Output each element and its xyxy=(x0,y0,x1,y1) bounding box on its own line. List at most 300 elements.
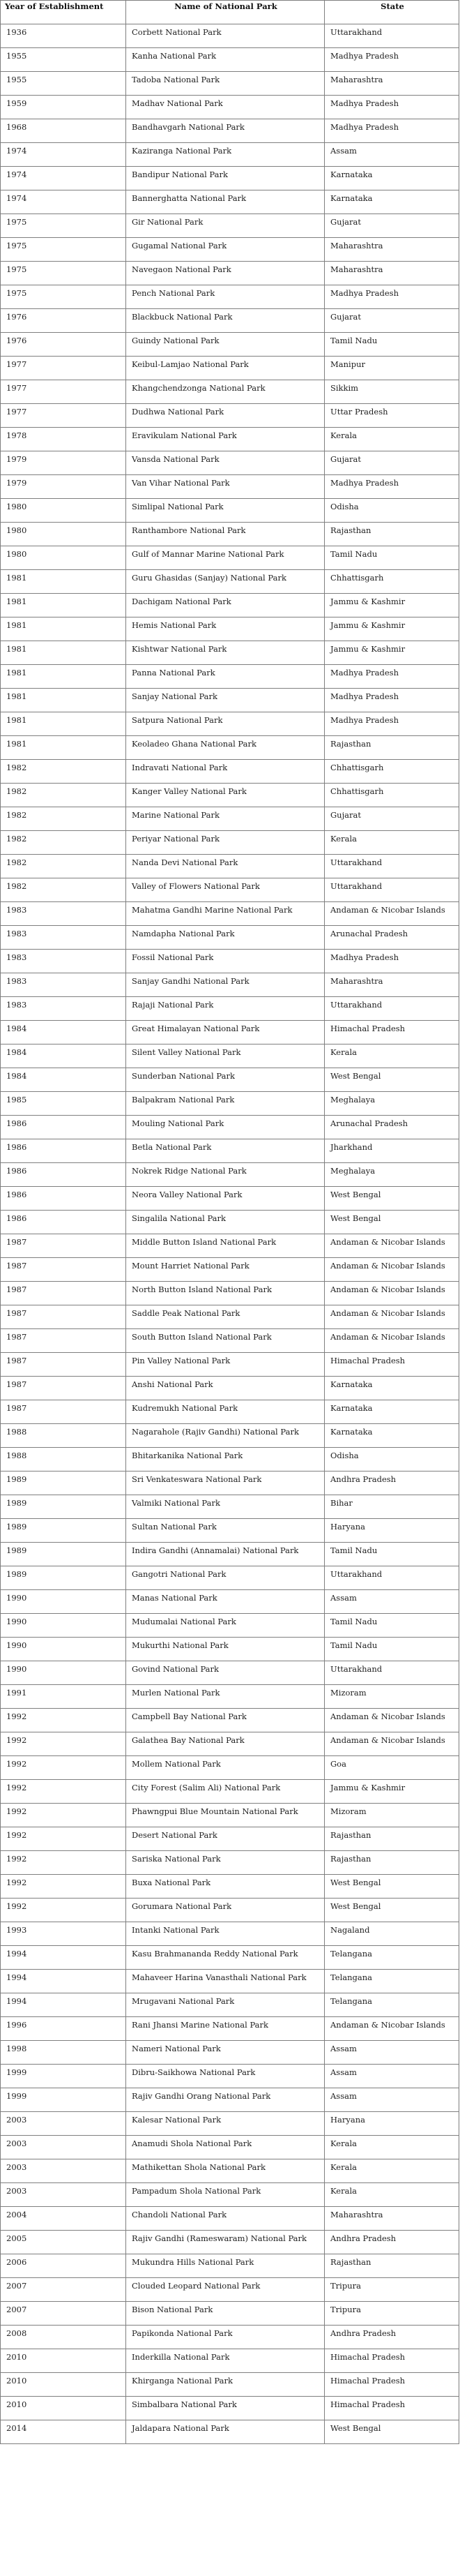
cell-state: Jharkhand xyxy=(325,1139,459,1163)
cell-state: Gujarat xyxy=(325,214,459,238)
cell-state: Telangana xyxy=(325,1946,459,1970)
cell-state: Odisha xyxy=(325,499,459,523)
table-row xyxy=(1,902,459,926)
table-row xyxy=(1,428,459,451)
table-row xyxy=(1,617,459,641)
cell-state: Himachal Pradesh xyxy=(325,1353,459,1377)
cell-park-name: Campbell Bay National Park xyxy=(126,1709,325,1732)
cell-year: 1975 xyxy=(1,262,126,285)
table-row xyxy=(1,1993,459,2017)
cell-year: 1982 xyxy=(1,760,126,784)
table-row xyxy=(1,1875,459,1899)
cell-park-name: Bison National Park xyxy=(126,2302,325,2326)
cell-state: Andaman & Nicobar Islands xyxy=(325,1258,459,1282)
cell-year: 1992 xyxy=(1,1780,126,1804)
cell-park-name: Bannerghatta National Park xyxy=(126,190,325,214)
cell-park-name: Sanjay Gandhi National Park xyxy=(126,973,325,997)
cell-state: Karnataka xyxy=(325,167,459,190)
cell-state: Assam xyxy=(325,143,459,167)
table-row xyxy=(1,119,459,143)
table-row xyxy=(1,784,459,807)
cell-year: 1990 xyxy=(1,1638,126,1661)
header-row xyxy=(1,1,459,24)
table-row xyxy=(1,1400,459,1424)
table-row xyxy=(1,1638,459,1661)
cell-year: 1986 xyxy=(1,1211,126,1234)
table-row xyxy=(1,1590,459,1614)
cell-year: 1982 xyxy=(1,878,126,902)
cell-park-name: Eravikulam National Park xyxy=(126,428,325,451)
cell-state: Andaman & Nicobar Islands xyxy=(325,1282,459,1305)
cell-year: 1976 xyxy=(1,333,126,357)
cell-year: 1959 xyxy=(1,96,126,119)
cell-state: Karnataka xyxy=(325,190,459,214)
cell-year: 1955 xyxy=(1,48,126,72)
table-row xyxy=(1,475,459,499)
cell-state: Nagaland xyxy=(325,1922,459,1946)
table-row xyxy=(1,2017,459,2041)
cell-state: Andaman & Nicobar Islands xyxy=(325,2017,459,2041)
table-row xyxy=(1,2183,459,2207)
cell-state: Kerala xyxy=(325,2183,459,2207)
cell-state: Mizoram xyxy=(325,1804,459,1827)
cell-park-name: Balpakram National Park xyxy=(126,1092,325,1116)
table-row xyxy=(1,262,459,285)
cell-park-name: Dibru-Saikhowa National Park xyxy=(126,2065,325,2088)
cell-year: 1981 xyxy=(1,617,126,641)
cell-state: Kerala xyxy=(325,2159,459,2183)
table-row xyxy=(1,1566,459,1590)
cell-year: 1992 xyxy=(1,1851,126,1875)
cell-year: 1986 xyxy=(1,1163,126,1187)
table-row xyxy=(1,2231,459,2254)
cell-park-name: Papikonda National Park xyxy=(126,2326,325,2349)
cell-state: Haryana xyxy=(325,1519,459,1543)
cell-park-name: Anamudi Shola National Park xyxy=(126,2136,325,2159)
cell-state: Gujarat xyxy=(325,309,459,333)
table-row xyxy=(1,570,459,594)
cell-year: 1988 xyxy=(1,1424,126,1448)
table-row xyxy=(1,1305,459,1329)
table-row xyxy=(1,1187,459,1211)
table-row xyxy=(1,712,459,736)
table-row xyxy=(1,1021,459,1044)
cell-state: Assam xyxy=(325,2065,459,2088)
cell-year: 2007 xyxy=(1,2278,126,2302)
cell-state: Tripura xyxy=(325,2302,459,2326)
cell-year: 1998 xyxy=(1,2041,126,2065)
cell-year: 1974 xyxy=(1,143,126,167)
cell-year: 1975 xyxy=(1,214,126,238)
cell-park-name: Govind National Park xyxy=(126,1661,325,1685)
cell-year: 1936 xyxy=(1,24,126,48)
cell-year: 1977 xyxy=(1,380,126,404)
cell-year: 1990 xyxy=(1,1661,126,1685)
table-row xyxy=(1,523,459,546)
cell-year: 1983 xyxy=(1,926,126,950)
cell-park-name: Inderkilla National Park xyxy=(126,2349,325,2373)
cell-year: 1982 xyxy=(1,784,126,807)
cell-state: Chhattisgarh xyxy=(325,570,459,594)
cell-year: 1976 xyxy=(1,309,126,333)
cell-state: Madhya Pradesh xyxy=(325,475,459,499)
table-row xyxy=(1,1709,459,1732)
cell-year: 1981 xyxy=(1,689,126,712)
cell-state: Assam xyxy=(325,1590,459,1614)
cell-state: West Bengal xyxy=(325,1875,459,1899)
cell-year: 2003 xyxy=(1,2183,126,2207)
cell-park-name: Keibul-Lamjao National Park xyxy=(126,357,325,380)
cell-state: Kerala xyxy=(325,831,459,855)
table-row xyxy=(1,1614,459,1638)
cell-park-name: Mathikettan Shola National Park xyxy=(126,2159,325,2183)
table-row xyxy=(1,143,459,167)
table-row xyxy=(1,24,459,48)
cell-year: 1986 xyxy=(1,1139,126,1163)
cell-state: Assam xyxy=(325,2088,459,2112)
cell-park-name: Van Vihar National Park xyxy=(126,475,325,499)
cell-year: 2007 xyxy=(1,2302,126,2326)
table-row xyxy=(1,1899,459,1922)
cell-state: Rajasthan xyxy=(325,1851,459,1875)
cell-state: Gujarat xyxy=(325,451,459,475)
cell-state: Jammu & Kashmir xyxy=(325,641,459,665)
cell-park-name: Kalesar National Park xyxy=(126,2112,325,2136)
cell-park-name: Panna National Park xyxy=(126,665,325,689)
table-row xyxy=(1,1495,459,1519)
table-row xyxy=(1,2136,459,2159)
table-row xyxy=(1,2278,459,2302)
cell-state: Telangana xyxy=(325,1970,459,1993)
cell-park-name: Kishtwar National Park xyxy=(126,641,325,665)
cell-park-name: Kudremukh National Park xyxy=(126,1400,325,1424)
cell-year: 1984 xyxy=(1,1021,126,1044)
cell-park-name: Mahatma Gandhi Marine National Park xyxy=(126,902,325,926)
cell-state: Madhya Pradesh xyxy=(325,665,459,689)
table-row xyxy=(1,760,459,784)
table-header xyxy=(1,1,459,24)
cell-state: Tamil Nadu xyxy=(325,546,459,570)
table-row xyxy=(1,1685,459,1709)
header-park-name: Name of National Park xyxy=(126,1,325,24)
cell-park-name: Pin Valley National Park xyxy=(126,1353,325,1377)
table-row xyxy=(1,2159,459,2183)
table-row xyxy=(1,1946,459,1970)
cell-park-name: Kaziranga National Park xyxy=(126,143,325,167)
cell-year: 1968 xyxy=(1,119,126,143)
cell-park-name: North Button Island National Park xyxy=(126,1282,325,1305)
table-row xyxy=(1,1211,459,1234)
table-row xyxy=(1,190,459,214)
cell-state: Andhra Pradesh xyxy=(325,1472,459,1495)
table-row xyxy=(1,2112,459,2136)
cell-state: Andaman & Nicobar Islands xyxy=(325,1329,459,1353)
cell-year: 1982 xyxy=(1,855,126,878)
cell-year: 1987 xyxy=(1,1234,126,1258)
cell-year: 1987 xyxy=(1,1305,126,1329)
cell-year: 1986 xyxy=(1,1187,126,1211)
cell-park-name: Pench National Park xyxy=(126,285,325,309)
cell-year: 1982 xyxy=(1,831,126,855)
table-row xyxy=(1,333,459,357)
cell-year: 2014 xyxy=(1,2420,126,2444)
table-row xyxy=(1,1661,459,1685)
cell-state: Andaman & Nicobar Islands xyxy=(325,1732,459,1756)
cell-year: 1991 xyxy=(1,1685,126,1709)
cell-year: 1989 xyxy=(1,1472,126,1495)
table-row xyxy=(1,807,459,831)
cell-state: Uttarakhand xyxy=(325,855,459,878)
cell-park-name: Pampadum Shola National Park xyxy=(126,2183,325,2207)
cell-park-name: Tadoba National Park xyxy=(126,72,325,96)
cell-park-name: Gugamal National Park xyxy=(126,238,325,262)
cell-park-name: Marine National Park xyxy=(126,807,325,831)
cell-year: 1981 xyxy=(1,641,126,665)
cell-state: Andaman & Nicobar Islands xyxy=(325,1305,459,1329)
cell-park-name: Murlen National Park xyxy=(126,1685,325,1709)
cell-state: Maharashtra xyxy=(325,2207,459,2231)
cell-year: 1992 xyxy=(1,1756,126,1780)
table-row xyxy=(1,1163,459,1187)
cell-park-name: Nokrek Ridge National Park xyxy=(126,1163,325,1187)
cell-state: Karnataka xyxy=(325,1377,459,1400)
cell-park-name: Galathea Bay National Park xyxy=(126,1732,325,1756)
cell-year: 1978 xyxy=(1,428,126,451)
cell-state: West Bengal xyxy=(325,1068,459,1092)
header-state: State xyxy=(325,1,459,24)
cell-year: 1977 xyxy=(1,404,126,428)
table-row xyxy=(1,1922,459,1946)
cell-park-name: Manas National Park xyxy=(126,1590,325,1614)
cell-year: 1992 xyxy=(1,1899,126,1922)
cell-park-name: Sultan National Park xyxy=(126,1519,325,1543)
cell-state: Madhya Pradesh xyxy=(325,950,459,973)
cell-park-name: Saddle Peak National Park xyxy=(126,1305,325,1329)
table-row xyxy=(1,2254,459,2278)
table-row xyxy=(1,1543,459,1566)
cell-park-name: Mudumalai National Park xyxy=(126,1614,325,1638)
cell-state: Maharashtra xyxy=(325,262,459,285)
cell-state: West Bengal xyxy=(325,1899,459,1922)
table-row xyxy=(1,1732,459,1756)
cell-state: Himachal Pradesh xyxy=(325,2349,459,2373)
cell-year: 1990 xyxy=(1,1590,126,1614)
cell-state: Bihar xyxy=(325,1495,459,1519)
cell-park-name: Silent Valley National Park xyxy=(126,1044,325,1068)
cell-year: 1999 xyxy=(1,2088,126,2112)
table-row xyxy=(1,1068,459,1092)
cell-state: Andaman & Nicobar Islands xyxy=(325,1709,459,1732)
table-row xyxy=(1,2088,459,2112)
cell-year: 1985 xyxy=(1,1092,126,1116)
cell-state: Arunachal Pradesh xyxy=(325,1116,459,1139)
cell-year: 1987 xyxy=(1,1282,126,1305)
table-row xyxy=(1,831,459,855)
table-row xyxy=(1,926,459,950)
table-row xyxy=(1,1116,459,1139)
cell-park-name: Mahaveer Harina Vanasthali National Park xyxy=(126,1970,325,1993)
cell-park-name: Valmiki National Park xyxy=(126,1495,325,1519)
cell-park-name: Bandipur National Park xyxy=(126,167,325,190)
cell-year: 1992 xyxy=(1,1804,126,1827)
cell-park-name: Namdapha National Park xyxy=(126,926,325,950)
cell-year: 1994 xyxy=(1,1946,126,1970)
cell-state: Odisha xyxy=(325,1448,459,1472)
cell-year: 2010 xyxy=(1,2397,126,2420)
table-row xyxy=(1,1234,459,1258)
cell-state: Tamil Nadu xyxy=(325,1638,459,1661)
cell-year: 1983 xyxy=(1,997,126,1021)
cell-state: Madhya Pradesh xyxy=(325,96,459,119)
cell-state: Tamil Nadu xyxy=(325,1614,459,1638)
cell-year: 1994 xyxy=(1,1970,126,1993)
cell-park-name: Gangotri National Park xyxy=(126,1566,325,1590)
cell-park-name: Madhav National Park xyxy=(126,96,325,119)
table-row xyxy=(1,2302,459,2326)
cell-park-name: Mount Harriet National Park xyxy=(126,1258,325,1282)
cell-park-name: Intanki National Park xyxy=(126,1922,325,1946)
cell-park-name: Mukurthi National Park xyxy=(126,1638,325,1661)
cell-park-name: Rani Jhansi Marine National Park xyxy=(126,2017,325,2041)
cell-state: Goa xyxy=(325,1756,459,1780)
cell-state: Maharashtra xyxy=(325,238,459,262)
cell-state: Meghalaya xyxy=(325,1092,459,1116)
cell-state: Karnataka xyxy=(325,1400,459,1424)
cell-state: Rajasthan xyxy=(325,2254,459,2278)
cell-park-name: Buxa National Park xyxy=(126,1875,325,1899)
cell-year: 1992 xyxy=(1,1827,126,1851)
cell-state: West Bengal xyxy=(325,2420,459,2444)
cell-state: Rajasthan xyxy=(325,523,459,546)
cell-state: Maharashtra xyxy=(325,72,459,96)
cell-year: 1987 xyxy=(1,1258,126,1282)
table-row xyxy=(1,72,459,96)
cell-state: Chhattisgarh xyxy=(325,784,459,807)
cell-state: Tamil Nadu xyxy=(325,333,459,357)
table-row xyxy=(1,1851,459,1875)
cell-state: Kerala xyxy=(325,1044,459,1068)
cell-year: 1984 xyxy=(1,1068,126,1092)
cell-year: 1955 xyxy=(1,72,126,96)
cell-park-name: Sri Venkateswara National Park xyxy=(126,1472,325,1495)
cell-park-name: Dudhwa National Park xyxy=(126,404,325,428)
table-row xyxy=(1,950,459,973)
cell-year: 1984 xyxy=(1,1044,126,1068)
cell-year: 1999 xyxy=(1,2065,126,2088)
table-row xyxy=(1,641,459,665)
table-row xyxy=(1,1353,459,1377)
table-row xyxy=(1,1780,459,1804)
cell-state: Chhattisgarh xyxy=(325,760,459,784)
cell-park-name: Sunderban National Park xyxy=(126,1068,325,1092)
cell-park-name: Rajiv Gandhi (Rameswaram) National Park xyxy=(126,2231,325,2254)
cell-park-name: Singalila National Park xyxy=(126,1211,325,1234)
cell-park-name: Kasu Brahmananda Reddy National Park xyxy=(126,1946,325,1970)
cell-state: Uttarakhand xyxy=(325,1661,459,1685)
cell-park-name: Khangchendzonga National Park xyxy=(126,380,325,404)
cell-state: Himachal Pradesh xyxy=(325,2397,459,2420)
cell-year: 1983 xyxy=(1,973,126,997)
cell-year: 1993 xyxy=(1,1922,126,1946)
cell-park-name: Great Himalayan National Park xyxy=(126,1021,325,1044)
cell-state: Arunachal Pradesh xyxy=(325,926,459,950)
cell-park-name: Kanger Valley National Park xyxy=(126,784,325,807)
cell-year: 1992 xyxy=(1,1875,126,1899)
cell-park-name: Guindy National Park xyxy=(126,333,325,357)
cell-state: Madhya Pradesh xyxy=(325,712,459,736)
cell-state: Himachal Pradesh xyxy=(325,1021,459,1044)
cell-year: 1989 xyxy=(1,1566,126,1590)
table-row xyxy=(1,2397,459,2420)
cell-year: 2010 xyxy=(1,2373,126,2397)
table-row xyxy=(1,665,459,689)
cell-state: Uttarakhand xyxy=(325,878,459,902)
cell-state: Rajasthan xyxy=(325,736,459,760)
table-row xyxy=(1,1092,459,1116)
cell-park-name: Corbett National Park xyxy=(126,24,325,48)
table-row xyxy=(1,167,459,190)
cell-park-name: Bandhavgarh National Park xyxy=(126,119,325,143)
cell-park-name: Periyar National Park xyxy=(126,831,325,855)
cell-state: Maharashtra xyxy=(325,973,459,997)
table-row xyxy=(1,1329,459,1353)
cell-year: 1987 xyxy=(1,1377,126,1400)
cell-state: Telangana xyxy=(325,1993,459,2017)
cell-park-name: Guru Ghasidas (Sanjay) National Park xyxy=(126,570,325,594)
cell-year: 1988 xyxy=(1,1448,126,1472)
table-row xyxy=(1,1044,459,1068)
cell-year: 2003 xyxy=(1,2136,126,2159)
table-row xyxy=(1,404,459,428)
table-row xyxy=(1,594,459,617)
table-row xyxy=(1,1448,459,1472)
table-row xyxy=(1,48,459,72)
cell-park-name: Indravati National Park xyxy=(126,760,325,784)
table-row xyxy=(1,689,459,712)
cell-state: Tamil Nadu xyxy=(325,1543,459,1566)
table-row xyxy=(1,1756,459,1780)
cell-state: Jammu & Kashmir xyxy=(325,594,459,617)
cell-state: Sikkim xyxy=(325,380,459,404)
cell-state: Madhya Pradesh xyxy=(325,48,459,72)
table-row xyxy=(1,1472,459,1495)
cell-park-name: Keoladeo Ghana National Park xyxy=(126,736,325,760)
table-row xyxy=(1,309,459,333)
cell-state: Uttarakhand xyxy=(325,24,459,48)
cell-year: 1975 xyxy=(1,238,126,262)
cell-state: Jammu & Kashmir xyxy=(325,1780,459,1804)
cell-park-name: Blackbuck National Park xyxy=(126,309,325,333)
cell-year: 1975 xyxy=(1,285,126,309)
cell-park-name: Rajiv Gandhi Orang National Park xyxy=(126,2088,325,2112)
table-row xyxy=(1,2326,459,2349)
cell-year: 1990 xyxy=(1,1614,126,1638)
cell-year: 1987 xyxy=(1,1353,126,1377)
cell-park-name: Simbalbara National Park xyxy=(126,2397,325,2420)
cell-year: 1989 xyxy=(1,1495,126,1519)
cell-state: Himachal Pradesh xyxy=(325,2373,459,2397)
table-row xyxy=(1,1970,459,1993)
cell-state: Manipur xyxy=(325,357,459,380)
cell-park-name: City Forest (Salim Ali) National Park xyxy=(126,1780,325,1804)
table-row xyxy=(1,451,459,475)
table-row xyxy=(1,2349,459,2373)
cell-park-name: Chandoli National Park xyxy=(126,2207,325,2231)
cell-state: Haryana xyxy=(325,2112,459,2136)
cell-year: 1983 xyxy=(1,950,126,973)
table-row xyxy=(1,997,459,1021)
cell-state: Uttarakhand xyxy=(325,997,459,1021)
